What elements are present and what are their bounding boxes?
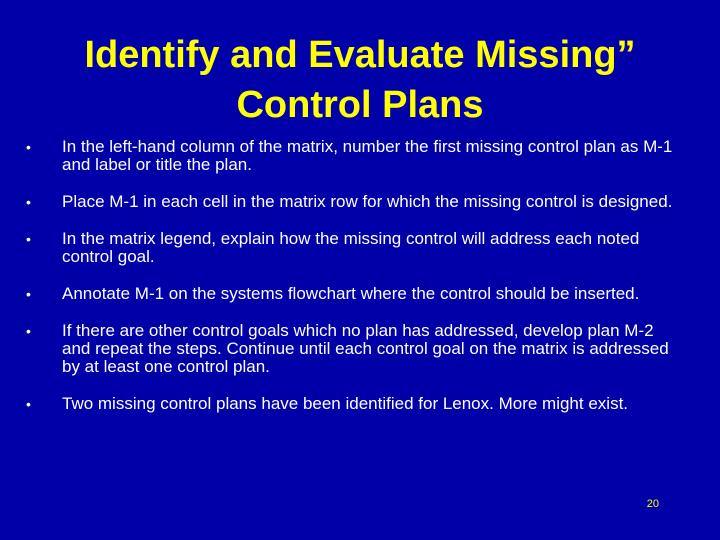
bullet-item [0, 322, 720, 376]
slide-title [40, 30, 680, 130]
bullet-text: Annotate M-1 on the systems flowchart where the control should be inserted. [62, 284, 640, 303]
bullet-item [0, 285, 720, 303]
title-line-2: Control Plans [236, 84, 484, 126]
bullet-marker-icon: • [26, 396, 31, 412]
bullet-marker-icon: • [26, 194, 31, 210]
bullet-marker-icon: • [26, 231, 31, 247]
bullet-item [0, 138, 720, 174]
bullet-text: If there are other control goals which no plan has addressed, develop plan M-2 and repeat the steps. Continue until each control goal on the matrix is addressed by at least one control plan. [62, 321, 669, 376]
bullet-text: In the matrix legend, explain how the missing control will address each noted control goal. [62, 229, 640, 266]
title-line-1: Identify and Evaluate Missing” [84, 34, 636, 76]
page-number: 20 [646, 498, 659, 510]
bullet-marker-icon: • [26, 286, 31, 302]
bullet-item [0, 395, 720, 413]
bullet-text: Two missing control plans have been identified for Lenox. More might exist. [62, 394, 629, 413]
bullet-list [0, 138, 720, 432]
bullet-item [0, 230, 720, 266]
bullet-text: Place M-1 in each cell in the matrix row for which the missing control is designed. [62, 192, 673, 211]
bullet-text: In the left-hand column of the matrix, number the first missing control plan as M-1 and label or title the plan. [62, 137, 673, 174]
bullet-marker-icon: • [26, 139, 31, 155]
bullet-item [0, 193, 720, 211]
bullet-marker-icon: • [26, 323, 31, 339]
